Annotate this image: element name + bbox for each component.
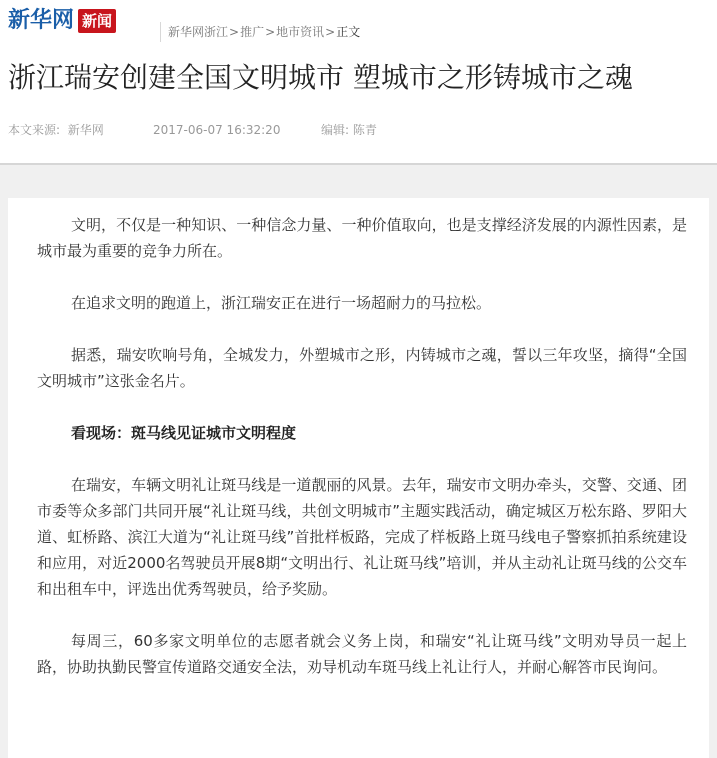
breadcrumb-link-local-news[interactable]: 地市资讯 — [276, 25, 325, 39]
article-title: 浙江瑞安创建全国文明城市 塑城市之形铸城市之魂 — [8, 61, 633, 94]
article-body — [8, 198, 709, 680]
publish-datetime: 2017-06-07 16:32:20 — [153, 123, 281, 137]
article-meta — [8, 122, 377, 138]
site-logo[interactable] — [8, 8, 116, 34]
editor-label: 编辑: — [321, 123, 350, 137]
header-divider — [0, 163, 717, 165]
article-paragraph: 每周三，60多家文明单位的志愿者就会义务上岗，和瑞安“礼让斑马线”文明劝导员一起上路，协助执勤民警宣传道路交通安全法，劝导机动车斑马线上礼让行人，并耐心解答市民询问。 — [37, 632, 687, 676]
article-subheading: 看现场：斑马线见证城市文明程度 — [71, 424, 297, 442]
article-source — [8, 122, 153, 138]
article-body-container — [8, 198, 709, 758]
breadcrumb-separator: > — [229, 25, 240, 39]
article-paragraph: 在瑞安，车辆文明礼让斑马线是一道靓丽的风景。去年，瑞安市文明办牵头，交警、交通、团市委等众多部门共同开展“礼让斑马线，共创文明城市”主题实践活动，确定城区万松东路、罗阳大道、虹桥路、滨江大道为“礼让斑马线”首批样板路，完成了样板路上斑马线电子警察抓拍系统建设和应用，对近2000名驾驶员开展8期“文明出行、礼让斑马线”培训，并从主动礼让斑马线的公交车和出租车中，评选出优秀驾驶员，给予奖励。 — [37, 476, 687, 598]
article-paragraph: 在追求文明的跑道上，浙江瑞安正在进行一场超耐力的马拉松。 — [71, 294, 492, 312]
breadcrumb — [168, 24, 360, 40]
breadcrumb-separator: > — [265, 25, 276, 39]
logo-text: 新华网 — [8, 8, 75, 33]
editor-name: 陈青 — [352, 123, 377, 137]
news-channel-tag[interactable]: 新闻 — [78, 9, 116, 33]
article-editor — [321, 122, 377, 138]
source-name: 新华网 — [67, 123, 104, 137]
breadcrumb-separator: > — [325, 25, 336, 39]
breadcrumb-divider — [160, 22, 161, 42]
breadcrumb-current: 正文 — [336, 25, 361, 39]
breadcrumb-link-promotion[interactable]: 推广 — [240, 25, 265, 39]
article-paragraph: 文明，不仅是一种知识、一种信念力量、一种价值取向，也是支撑经济发展的内源性因素，是城市最为重要的竞争力所在。 — [37, 216, 687, 260]
source-label: 本文来源: — [8, 123, 61, 137]
article-paragraph: 据悉，瑞安吹响号角，全城发力，外塑城市之形，内铸城市之魂，誓以三年攻坚，摘得“全国文明城市”这张金名片。 — [37, 346, 687, 390]
breadcrumb-link-zhejiang[interactable]: 新华网浙江 — [168, 25, 229, 39]
page-header — [0, 0, 717, 165]
